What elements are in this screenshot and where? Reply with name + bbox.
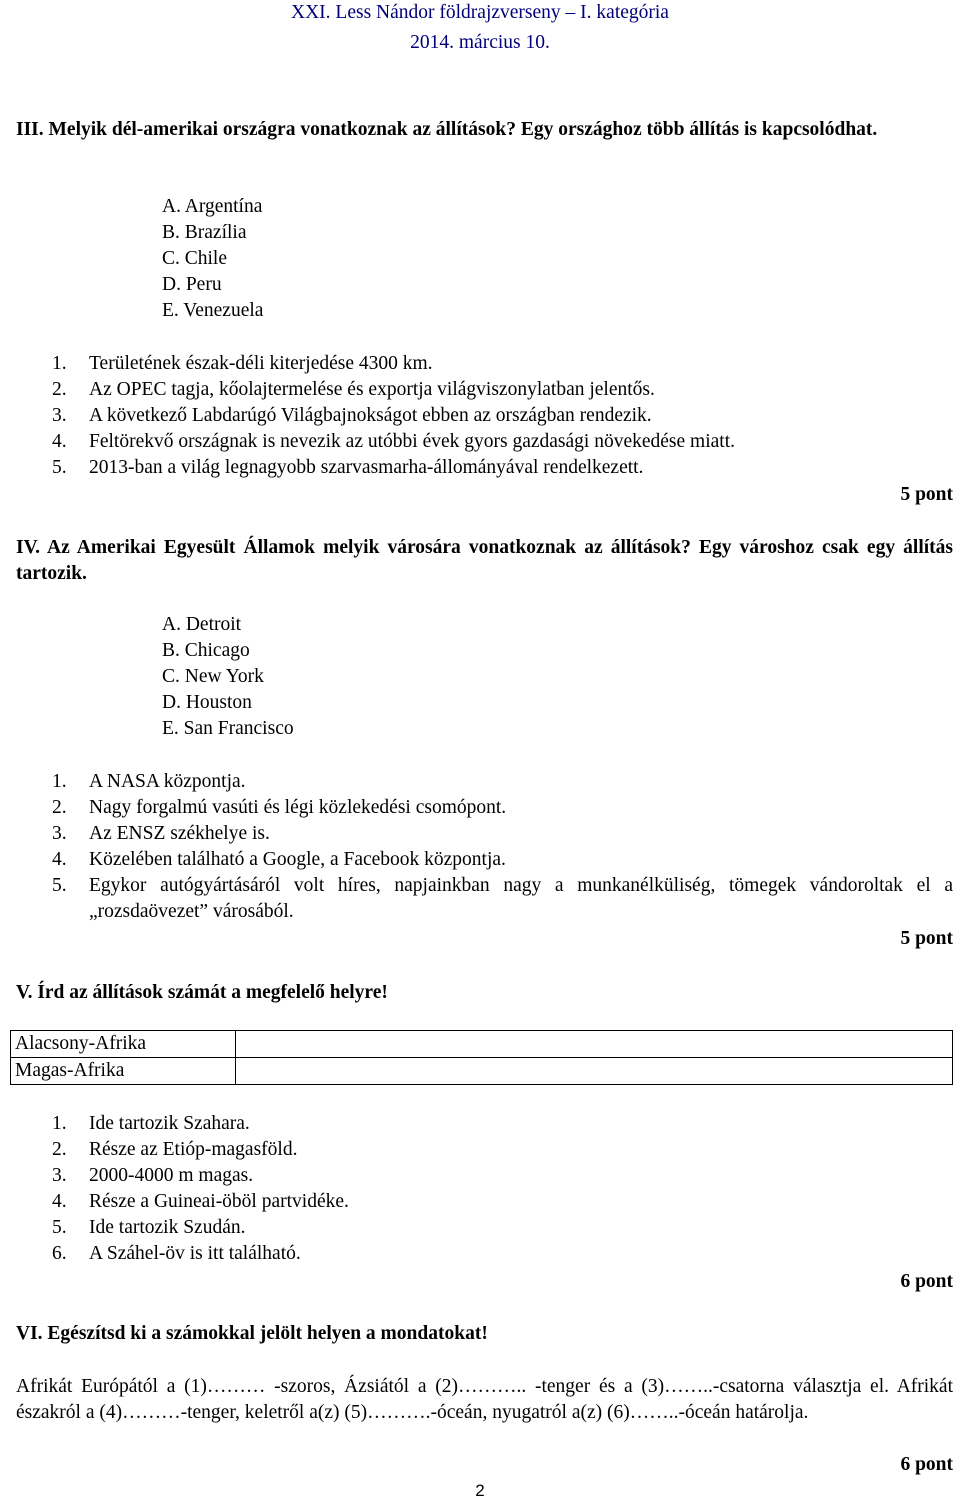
statement-text: Egykor autógyártásáról volt híres, napjainkban nagy a munkanélküliség, tömegek vándoroltak el a „rozsdaövezet” városából. (89, 875, 953, 922)
header-title: XXI. Less Nándor földrajzverseny – I. kategória (291, 2, 669, 23)
statement-number: 1. (52, 1113, 67, 1134)
section4-option: A. Detroit (162, 614, 242, 635)
statement-text: Az OPEC tagja, kőolajtermelése és exportja világviszonylatban jelentős. (89, 379, 655, 400)
section3-option: A. Argentína (162, 196, 263, 217)
statement-number: 5. (52, 457, 67, 478)
statement-number: 5. (52, 1217, 67, 1238)
header-date: 2014. március 10. (410, 32, 550, 53)
statement-number: 1. (52, 771, 67, 792)
statement-text: Közelében található a Google, a Facebook központja. (89, 849, 506, 870)
statement-text: Ide tartozik Szahara. (89, 1113, 250, 1134)
section6-title: VI. Egészítsd ki a számokkal jelölt helyen a mondatokat! (16, 1323, 488, 1344)
fill-in-paragraph: Afrikát Európától a (1)……… -szoros, Ázsiától a (2)……….. -tenger és a (3)……..-csatorna választja el. Afrikát északról a (4)………-tenger, keletről a(z) (5)……….-óceán, nyugatról a(z) (6)……..-óceán határolja. (16, 1376, 953, 1423)
answer-cell[interactable] (236, 1031, 953, 1058)
statement-text: Területének észak-déli kiterjedése 4300 km. (89, 353, 433, 374)
statement-text: 2013-ban a világ legnagyobb szarvasmarha-állományával rendelkezett. (89, 457, 644, 478)
page-number: 2 (475, 1481, 485, 1500)
table-row (11, 1031, 953, 1058)
statement-number: 5. (52, 875, 67, 896)
statement-text: A NASA központja. (89, 771, 246, 792)
section5-points: 6 pont (900, 1271, 953, 1292)
section6-points: 6 pont (900, 1454, 953, 1475)
region-label: Alacsony-Afrika (11, 1031, 236, 1058)
section3-points: 5 pont (900, 484, 953, 505)
statement-number: 2. (52, 1139, 67, 1160)
statement-text: Az ENSZ székhelye is. (89, 823, 270, 844)
table-row (11, 1058, 953, 1085)
section4-option: C. New York (162, 666, 264, 687)
statement-number: 4. (52, 849, 67, 870)
section3-option: D. Peru (162, 274, 222, 295)
section4-option: D. Houston (162, 692, 252, 713)
section4-option: B. Chicago (162, 640, 250, 661)
statement-number: 6. (52, 1243, 67, 1264)
section3-option: B. Brazília (162, 222, 247, 243)
section4-title: IV. Az Amerikai Egyesült Államok melyik városára vonatkoznak az állítások? Egy városhoz csak egy állítás tartozik. (16, 537, 953, 584)
statement-text: Nagy forgalmú vasúti és légi közlekedési csomópont. (89, 797, 507, 818)
section4-points: 5 pont (900, 928, 953, 949)
answer-cell[interactable] (236, 1058, 953, 1085)
statement-text: A Száhel-öv is itt található. (89, 1243, 301, 1264)
statement-text: Része a Guineai-öböl partvidéke. (89, 1191, 349, 1212)
statement-text: Része az Etióp-magasföld. (89, 1139, 298, 1160)
section3-title: III. Melyik dél-amerikai országra vonatkoznak az állítások? Egy országhoz több állítás is kapcsolódhat. (16, 119, 878, 140)
statement-number: 3. (52, 405, 67, 426)
statement-text: A következő Labdarúgó Világbajnokságot ebben az országban rendezik. (89, 405, 652, 426)
statement-text: Ide tartozik Szudán. (89, 1217, 246, 1238)
statement-number: 3. (52, 1165, 67, 1186)
statement-number: 4. (52, 431, 67, 452)
section4-option: E. San Francisco (162, 718, 294, 739)
section3-option: C. Chile (162, 248, 228, 269)
section5-title: V. Írd az állítások számát a megfelelő helyre! (16, 982, 388, 1003)
statement-text: 2000-4000 m magas. (89, 1165, 254, 1186)
section3-option: E. Venezuela (162, 300, 264, 321)
statement-number: 4. (52, 1191, 67, 1212)
region-answer-table (10, 1030, 953, 1085)
statement-number: 2. (52, 379, 67, 400)
statement-number: 2. (52, 797, 67, 818)
statement-text: Feltörekvő országnak is nevezik az utóbbi évek gyors gazdasági növekedése miatt. (89, 431, 735, 452)
statement-number: 1. (52, 353, 67, 374)
statement-number: 3. (52, 823, 67, 844)
region-label: Magas-Afrika (11, 1058, 236, 1085)
